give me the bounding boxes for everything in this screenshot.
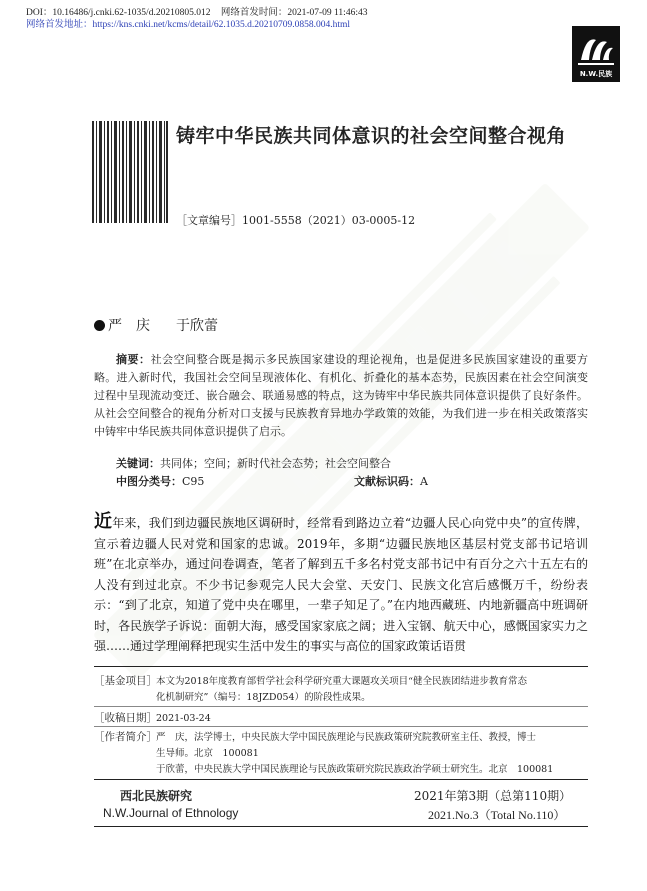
doi-text: DOI：10.16486/j.cnki.62-1035/d.20210805.012	[26, 8, 211, 18]
classification-label: 中图分类号：	[116, 475, 182, 488]
abstract	[94, 351, 588, 441]
keywords-text: 共同体；空间；新时代社会态势；社会空间整合	[160, 457, 391, 470]
article-number-value: 1001-5558（2021）03-0005-12	[242, 214, 416, 227]
footer-top-rule	[94, 779, 588, 780]
author-first: 严 庆	[108, 318, 150, 334]
fund-note	[94, 673, 527, 688]
doc-code-label: 文献标识码：	[354, 475, 420, 488]
fund-line-2: 化机制研究”（编号：18JZD054）的阶段性成果。	[156, 692, 371, 703]
author-bullet-icon	[94, 320, 105, 331]
author-note	[94, 729, 536, 744]
authors	[94, 315, 218, 335]
doc-code	[354, 473, 428, 489]
title-decor-stripes	[92, 121, 168, 223]
keywords-label: 关键词：	[116, 457, 160, 470]
doc-code-text: A	[420, 475, 428, 488]
article-number-label: ［文章编号］	[176, 214, 242, 227]
fund-label: ［基金项目］	[94, 675, 157, 687]
keywords	[116, 455, 391, 471]
abstract-label: 摘要：	[116, 353, 151, 366]
article-number	[176, 212, 415, 228]
journal-logo	[572, 26, 620, 82]
logo-text: N.W.民族	[579, 70, 613, 78]
received-label: ［收稿日期］	[94, 712, 157, 724]
drop-initial: 近	[94, 511, 113, 532]
fund-line-1: 本文为2018年度教育部哲学社会科学研究重大课题攻关项目“健全民族团结进步教育常态	[156, 676, 528, 687]
classification	[116, 473, 204, 489]
footer-bottom-rule	[94, 826, 588, 827]
journal-name-cn: 西北民族研究	[120, 789, 193, 803]
abstract-text: 社会空间整合既是揭示多民族国家建设的理论视角，也是促进多民族国家建设的重要方略。进入新时代，我国社会空间呈现液体化、有机化、折叠化的基本态势，民族因素在社会空间演变过程中呈现流动变迁、嵌合融会、联通易感的特点，这为铸牢中华民族共同体意识提供了良好条件。从社会空间整合的视角分析对口支援与民族教育异地办学政策的效能，为我们进一步在相关政策落实中铸牢中华民族共同体意识提供了启示。	[94, 353, 589, 438]
issue-cn: 2021年第3期（总第110期）	[414, 789, 572, 803]
online-time: 网络首发时间：2021-07-09 11:46:43	[220, 8, 368, 18]
body-paragraph	[94, 513, 588, 657]
journal-name-en: N.W.Journal of Ethnology	[103, 806, 239, 820]
online-url[interactable]: 网络首发地址：https://kns.cnki.net/kcms/detail/62.1035.d.20210709.0858.004.html	[26, 20, 351, 30]
body-text: 年来，我们到边疆民族地区调研时，经常看到路边立着“边疆人民心向党中央”的宣传牌，宣示着边疆人民对党和国家的忠诚。2019年，多期“边疆民族地区基层村党支部书记培训班”在北京举办，通过问卷调查，笔者了解到五千多名村党支部书记中有百分之六十五左右的人没有到过北京。不少书记参观完人民大会堂、天安门、民族文化宫后感慨万千，纷纷表示：“到了北京，知道了党中央在哪里，一辈子知足了。”在内地西藏班、内地新疆高中班调研时，各民族学子诉说：面朝大海，感受国家家底之阔；进入宝钢、航天中心，感慨国家实力之强……通过学理阐释把现实生活中发生的事实与高位的国家政策话语贯	[94, 516, 589, 653]
author-line-1: 严 庆，法学博士，中央民族大学中国民族理论与民族政策研究院教研室主任、教授，博士	[156, 732, 537, 743]
footnote-divider	[94, 706, 588, 707]
author-line-2: 生导师。北京 100081	[156, 748, 259, 759]
received-note	[94, 710, 211, 725]
author-label: ［作者简介］	[94, 731, 157, 743]
received-date: 2021-03-24	[156, 713, 211, 724]
footnote-divider	[94, 726, 588, 727]
article-title: 铸牢中华民族共同体意识的社会空间整合视角	[176, 125, 567, 147]
author-line-3: 于欣蕾，中央民族大学中国民族理论与民族政策研究院民族政治学硕士研究生。北京 100081	[156, 764, 554, 775]
issue-en: 2021.No.3（Total No.110）	[428, 808, 566, 822]
footnote-top-rule	[94, 666, 588, 667]
author-second: 于欣蕾	[176, 318, 218, 334]
classification-text: C95	[182, 475, 205, 488]
